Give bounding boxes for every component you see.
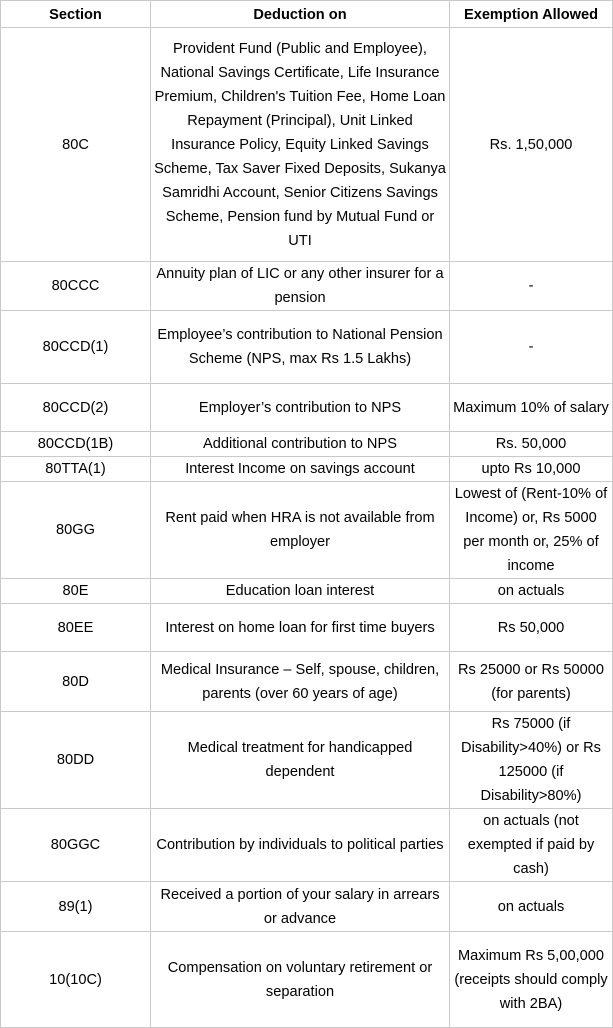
table-row: [1, 457, 613, 482]
exemption-cell: Maximum 10% of salary: [450, 384, 613, 432]
deduction-cell: Provident Fund (Public and Employee), National Savings Certificate, Life Insurance Premium, Children's Tuition Fee, Home Loan Repayment (Principal), Unit Linked Insurance Policy, Equity Linked Savings Scheme, Tax Saver Fixed Deposits, Sukanya Samridhi Account, Senior Citizens Savings Scheme, Pension fund by Mutual Fund or UTI: [151, 28, 450, 262]
exemption-cell: Rs 75000 (if Disability>40%) or Rs 125000 (if Disability>80%): [450, 712, 613, 809]
table-row: [1, 262, 613, 311]
deduction-cell: Medical treatment for handicapped dependent: [151, 712, 450, 809]
table-row: [1, 384, 613, 432]
section-cell: 80CCD(2): [1, 384, 151, 432]
exemption-cell: Rs 25000 or Rs 50000 (for parents): [450, 652, 613, 712]
table-row: [1, 482, 613, 579]
deduction-cell: Annuity plan of LIC or any other insurer for a pension: [151, 262, 450, 311]
deduction-cell: Contribution by individuals to political parties: [151, 809, 450, 882]
header-deduction-on: Deduction on: [151, 1, 450, 28]
exemption-cell: Rs 50,000: [450, 604, 613, 652]
section-cell: 80DD: [1, 712, 151, 809]
table-row: [1, 432, 613, 457]
section-cell: 80CCC: [1, 262, 151, 311]
exemption-cell: Lowest of (Rent-10% of Income) or, Rs 5000 per month or, 25% of income: [450, 482, 613, 579]
section-cell: 80D: [1, 652, 151, 712]
deduction-cell: Received a portion of your salary in arrears or advance: [151, 882, 450, 932]
header-section: Section: [1, 1, 151, 28]
table-row: [1, 652, 613, 712]
deduction-cell: Interest Income on savings account: [151, 457, 450, 482]
exemption-cell: on actuals: [450, 882, 613, 932]
table-row: [1, 311, 613, 384]
deduction-cell: Employer’s contribution to NPS: [151, 384, 450, 432]
deduction-cell: Interest on home loan for first time buyers: [151, 604, 450, 652]
exemption-cell: Maximum Rs 5,00,000 (receipts should comply with 2BA): [450, 932, 613, 1028]
section-cell: 80CCD(1B): [1, 432, 151, 457]
section-cell: 89(1): [1, 882, 151, 932]
exemption-cell: Rs. 1,50,000: [450, 28, 613, 262]
deduction-cell: Employee’s contribution to National Pension Scheme (NPS, max Rs 1.5 Lakhs): [151, 311, 450, 384]
section-cell: 80GGC: [1, 809, 151, 882]
table-row: [1, 809, 613, 882]
deduction-cell: Compensation on voluntary retirement or separation: [151, 932, 450, 1028]
exemption-cell: -: [450, 262, 613, 311]
table-row: [1, 712, 613, 809]
section-cell: 80C: [1, 28, 151, 262]
table-row: [1, 579, 613, 604]
section-cell: 80CCD(1): [1, 311, 151, 384]
table-row: [1, 604, 613, 652]
exemption-cell: on actuals (not exempted if paid by cash): [450, 809, 613, 882]
section-cell: 10(10C): [1, 932, 151, 1028]
deduction-cell: Medical Insurance – Self, spouse, children, parents (over 60 years of age): [151, 652, 450, 712]
table-row: [1, 932, 613, 1028]
exemption-cell: upto Rs 10,000: [450, 457, 613, 482]
section-cell: 80EE: [1, 604, 151, 652]
table-row: [1, 882, 613, 932]
exemption-cell: -: [450, 311, 613, 384]
section-cell: 80TTA(1): [1, 457, 151, 482]
exemption-cell: Rs. 50,000: [450, 432, 613, 457]
section-cell: 80GG: [1, 482, 151, 579]
exemption-cell: on actuals: [450, 579, 613, 604]
table-header: [1, 1, 613, 28]
deduction-cell: Rent paid when HRA is not available from employer: [151, 482, 450, 579]
deduction-cell: Additional contribution to NPS: [151, 432, 450, 457]
section-cell: 80E: [1, 579, 151, 604]
table-body: [1, 28, 613, 1028]
deduction-cell: Education loan interest: [151, 579, 450, 604]
header-exemption-allowed: Exemption Allowed: [450, 1, 613, 28]
header-row: [1, 1, 613, 28]
table-row: [1, 28, 613, 262]
